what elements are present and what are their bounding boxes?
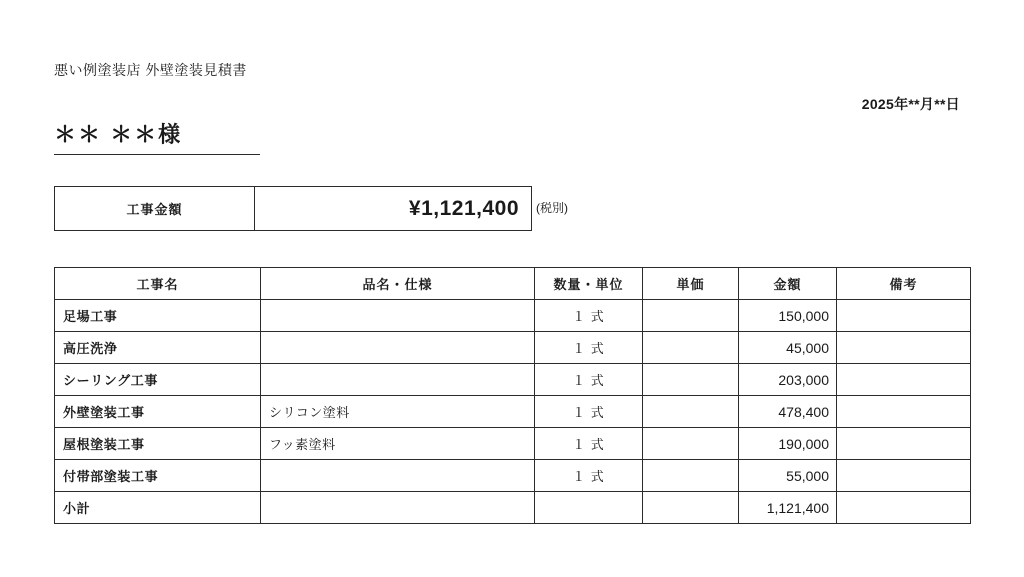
cell-quantity: １ 式 [535,332,643,364]
table-row [55,460,971,492]
table-row [55,364,971,396]
cell-spec [261,460,535,492]
header-note: 備考 [837,268,971,300]
cell-work-name: 足場工事 [55,300,261,332]
estimate-items-table [54,267,971,524]
cell-note [837,492,971,524]
cell-spec [261,364,535,396]
total-amount-value: ¥1,121,400 [408,196,519,220]
cell-unit-price [643,492,739,524]
cell-amount: 203,000 [739,364,837,396]
customer-name: ＊＊ ＊＊様 [54,122,183,147]
cell-amount: 1,121,400 [739,492,837,524]
table-header [55,268,971,300]
cell-quantity: １ 式 [535,396,643,428]
cell-note [837,332,971,364]
cell-unit-price [643,460,739,492]
cell-work-name: 高圧洗浄 [55,332,261,364]
cell-note [837,396,971,428]
header-work-name: 工事名 [55,268,261,300]
cell-note [837,460,971,492]
cell-amount: 150,000 [739,300,837,332]
issue-date: 2025年**月**日 [861,96,960,112]
total-amount-label: 工事金額 [55,187,255,230]
table-row [55,300,971,332]
cell-work-name: 外壁塗装工事 [55,396,261,428]
shop-and-document-title: 悪い例塗装店 外壁塗装見積書 [54,62,247,78]
cell-work-name: 屋根塗装工事 [55,428,261,460]
cell-quantity: １ 式 [535,300,643,332]
cell-spec: シリコン塗料 [261,396,535,428]
cell-work-name: 小計 [55,492,261,524]
table-row [55,428,971,460]
cell-unit-price [643,428,739,460]
cell-spec [261,332,535,364]
cell-spec: フッ素塗料 [261,428,535,460]
cell-work-name: 付帯部塗装工事 [55,460,261,492]
total-amount-box [54,186,532,231]
table-row [55,396,971,428]
table-body [55,300,971,524]
cell-note [837,300,971,332]
table-row [55,332,971,364]
cell-unit-price [643,332,739,364]
header-amount: 金額 [739,268,837,300]
cell-unit-price [643,364,739,396]
customer-block [54,118,260,155]
cell-quantity: １ 式 [535,428,643,460]
cell-amount: 190,000 [739,428,837,460]
cell-amount: 45,000 [739,332,837,364]
cell-amount: 478,400 [739,396,837,428]
cell-spec [261,300,535,332]
tax-note: (税別) [536,201,568,215]
cell-quantity: １ 式 [535,460,643,492]
header-quantity: 数量・単位 [535,268,643,300]
header-spec: 品名・仕様 [261,268,535,300]
table-header-row [55,268,971,300]
cell-quantity [535,492,643,524]
cell-work-name: シーリング工事 [55,364,261,396]
cell-note [837,364,971,396]
table-row [55,492,971,524]
cell-quantity: １ 式 [535,364,643,396]
cell-amount: 55,000 [739,460,837,492]
cell-note [837,428,971,460]
cell-unit-price [643,300,739,332]
cell-spec [261,492,535,524]
cell-unit-price [643,396,739,428]
header-unit-price: 単価 [643,268,739,300]
